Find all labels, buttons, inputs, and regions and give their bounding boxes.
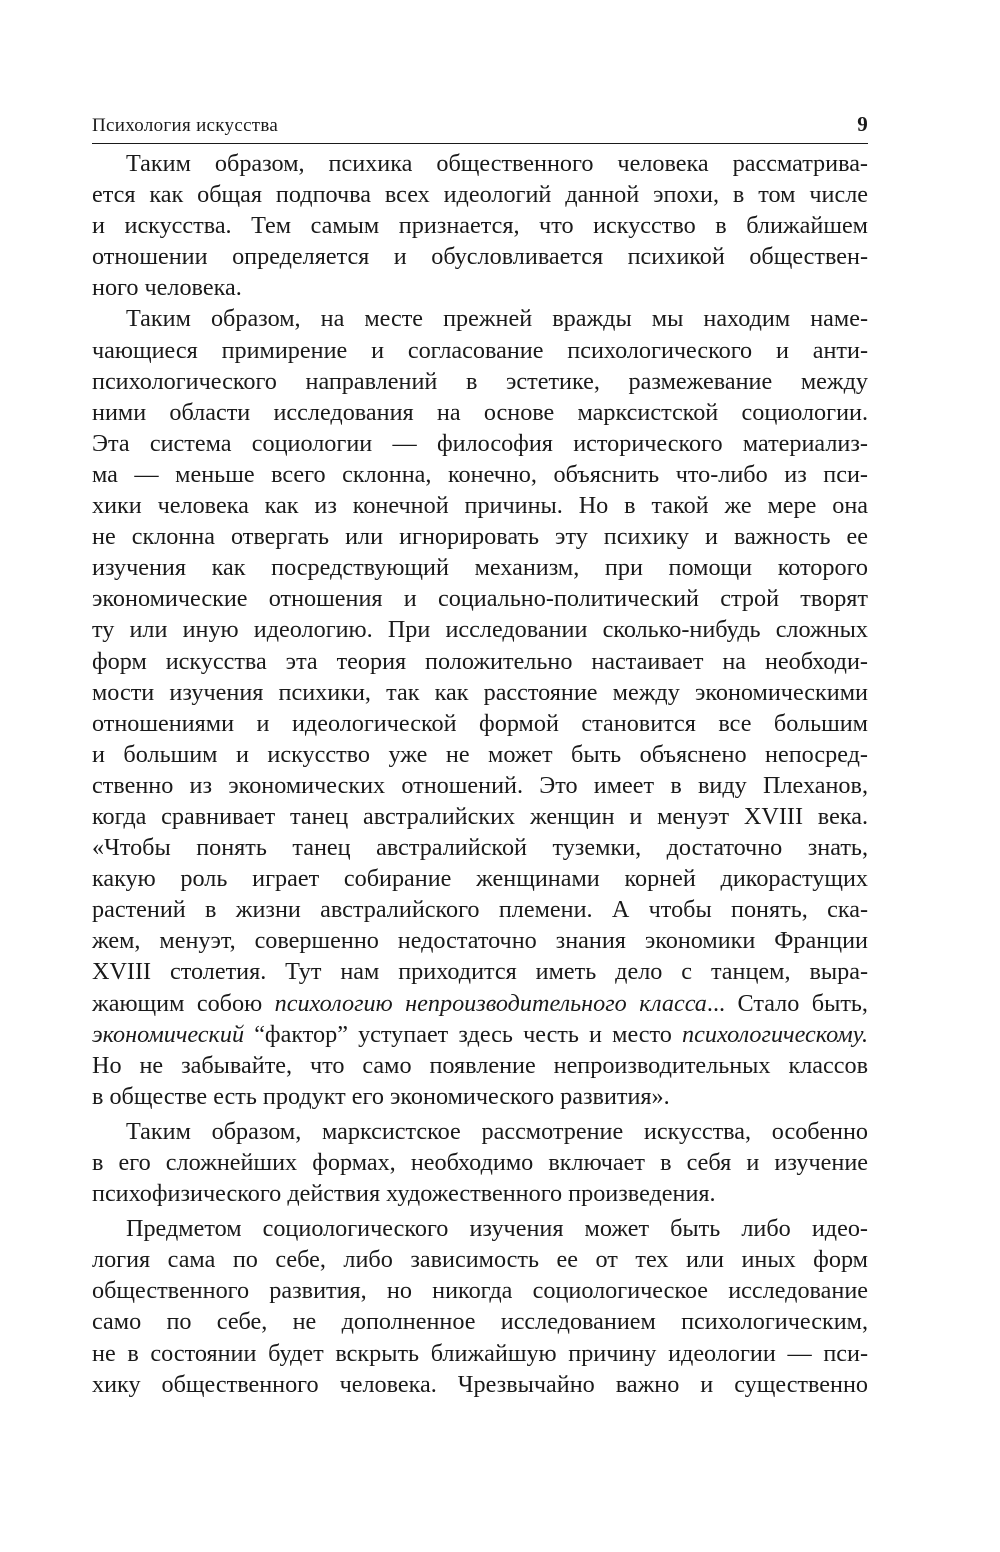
running-header	[92, 112, 868, 144]
text-line: отношениями и идеологической формой становится все большим	[92, 709, 868, 737]
text-line: отношении определяется и обусловливается психикой обществен-	[92, 243, 868, 271]
text-line: мости изучения психики, так как расстояние между экономическими	[92, 678, 868, 706]
paragraph-2	[92, 303, 868, 1111]
text-line: Таким образом, марксистское рассмотрение искусства, особенно	[126, 1117, 868, 1145]
text-line: экономические отношения и социально-политический строй творят	[92, 585, 868, 613]
paragraph-1	[92, 148, 868, 303]
text-line: ного человека.	[92, 274, 242, 302]
body-text	[92, 148, 868, 1400]
text-line: в обществе есть продукт его экономического развития».	[92, 1082, 670, 1110]
running-title: Психология искусства	[92, 115, 279, 136]
text-line: Таким образом, психика общественного человека рассматрива-	[126, 150, 868, 177]
text-line: не в состоянии будет вскрыть ближайшую причину идеологии — пси-	[92, 1339, 868, 1367]
text-line: Эта система социологии — философия исторического материализ-	[92, 429, 868, 457]
text-run: “фактор” уступает здесь честь и место	[244, 1020, 683, 1048]
text-line: XVIII столетия. Тут нам приходится иметь дело с танцем, выра-	[92, 958, 868, 986]
text-line: в его сложнейших формах, необходимо включает в себя и изучение	[92, 1149, 868, 1176]
text-line: чающиеся примирение и согласование психологического и анти-	[92, 336, 868, 364]
text-line-with-italic	[92, 988, 868, 1019]
text-line-with-italic	[92, 1019, 868, 1050]
text-line: хику общественного человека. Чрезвычайно важно и существенно	[92, 1370, 868, 1398]
text-line: Но не забывайте, что само появление непроизводительных классов	[92, 1051, 868, 1079]
text-line: изучения как посредствующий механизм, при помощи которого	[92, 554, 868, 582]
text-line: Таким образом, на месте прежней вражды мы находим наме-	[126, 305, 868, 333]
paragraph-4	[92, 1213, 868, 1400]
text-line: психофизического действия художественного произведения.	[92, 1180, 716, 1208]
text-line: не склонна отвергать или игнорировать эту психику и важность ее	[92, 523, 868, 551]
text-line: Предметом социологического изучения может быть либо идео-	[126, 1215, 868, 1243]
italic-phrase: экономический	[92, 1020, 245, 1048]
text-line: и искусства. Тем самым признается, что искусство в ближайшем	[92, 212, 868, 240]
text-line: форм искусства эта теория положительно настаивает на необходи-	[92, 647, 868, 675]
text-run: ... Стало быть,	[706, 989, 868, 1017]
italic-phrase: психологическому.	[682, 1020, 868, 1048]
text-line: ственно из экономических отношений. Это имеет в виду Плеханов,	[92, 771, 868, 799]
text-line: ется как общая подпочва всех идеологий данной эпохи, в том числе	[92, 181, 868, 209]
text-line: когда сравнивает танец австралийских женщин и менуэт XVIII века.	[92, 802, 868, 830]
paragraph-3	[92, 1116, 868, 1209]
text-run: жающим собою	[92, 989, 275, 1017]
text-line: и большим и искусство уже не может быть объяснено непосред-	[92, 740, 868, 768]
text-line: ними области исследования на основе марксистской социологии.	[92, 398, 868, 426]
text-line: ма — меньше всего склонна, конечно, объяснить что-либо из пси-	[92, 460, 868, 488]
page-number: 9	[857, 112, 868, 136]
italic-phrase: психологию непроизводительного класса	[274, 989, 707, 1017]
text-line: жем, менуэт, совершенно недостаточно знания экономики Франции	[92, 927, 868, 955]
text-line: само по себе, не дополненное исследованием психологическим,	[92, 1308, 868, 1336]
text-line: «Чтобы понять танец австралийской туземки, достаточно знать,	[92, 834, 868, 862]
text-line: общественного развития, но никогда социологическое исследование	[92, 1277, 868, 1305]
text-line: растений в жизни австралийского племени. А чтобы понять, ска-	[92, 896, 868, 924]
text-line: ту или иную идеологию. При исследовании сколько-нибудь сложных	[92, 616, 868, 644]
text-line: логия сама по себе, либо зависимость ее от тех или иных форм	[92, 1246, 868, 1274]
text-line: психологического направлений в эстетике, размежевание между	[92, 367, 868, 395]
text-line: хики человека как из конечной причины. Но в такой же мере она	[92, 492, 868, 520]
book-page	[92, 112, 868, 1400]
text-line: какую роль играет собирание женщинами корней дикорастущих	[92, 865, 868, 893]
